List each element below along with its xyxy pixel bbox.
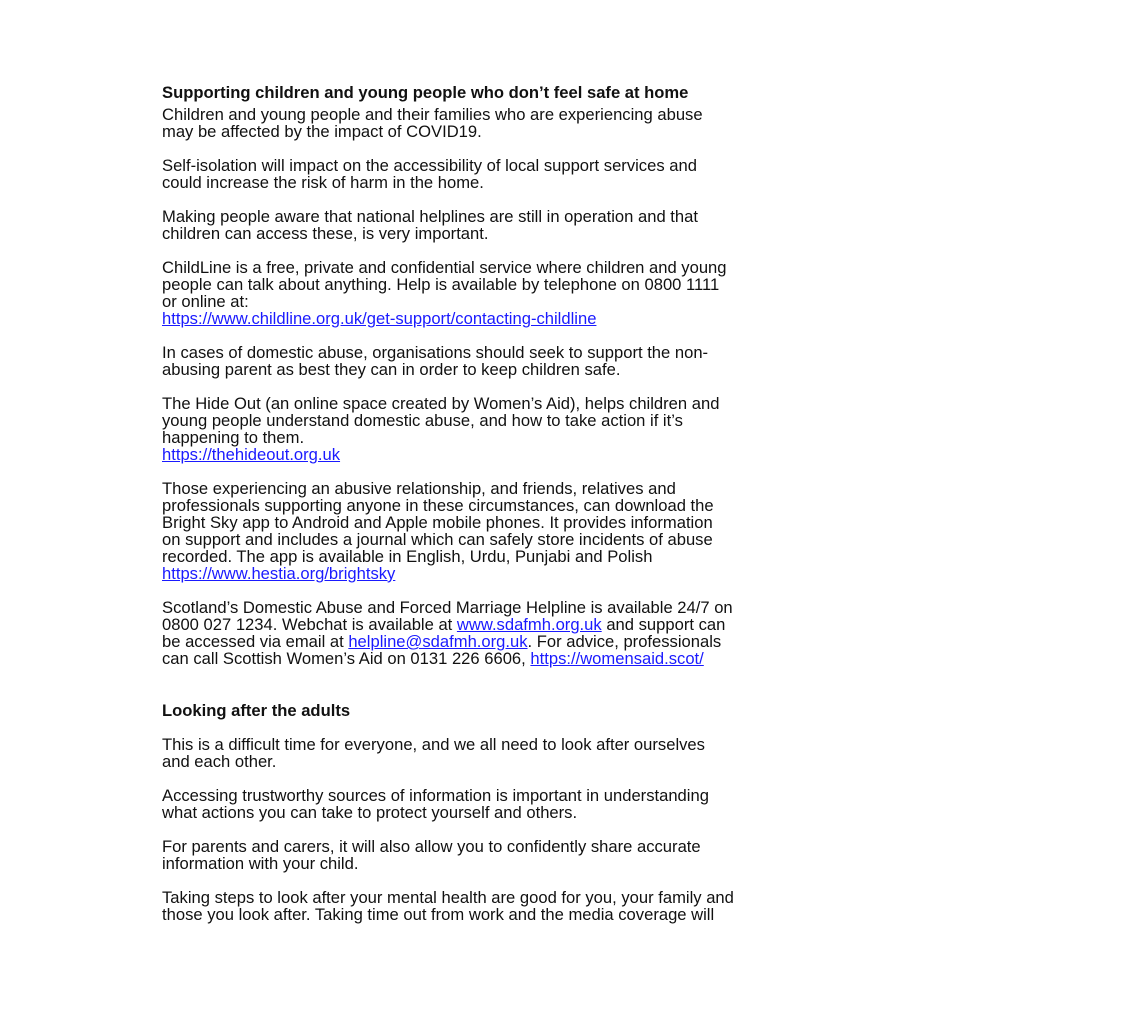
womensaid-link[interactable]: https://womensaid.scot/ bbox=[530, 649, 704, 668]
paragraph-line: people can talk about anything. Help is available by telephone on 0800 1111 bbox=[162, 275, 720, 294]
paragraph-line: Self-isolation will impact on the accessibility of local support services and bbox=[162, 156, 697, 175]
hideout-link[interactable]: https://thehideout.org.uk bbox=[162, 445, 341, 464]
helpline-email-link[interactable]: helpline@sdafmh.org.uk bbox=[348, 632, 528, 651]
paragraph-text: can call Scottish Women’s Aid on 0131 226 6606, bbox=[162, 649, 531, 668]
paragraph-line: Taking steps to look after your mental health are good for you, your family and bbox=[162, 888, 734, 907]
paragraph-text: . For advice, professionals bbox=[527, 632, 722, 651]
childline-link[interactable]: https://www.childline.org.uk/get-support/contacting-childline bbox=[162, 309, 597, 328]
paragraph-line: Accessing trustworthy sources of information is important in understanding bbox=[162, 786, 709, 805]
paragraph-text: and support can bbox=[601, 615, 726, 634]
paragraph-line: Making people aware that national helplines are still in operation and that bbox=[162, 207, 698, 226]
paragraph-line: on support and includes a journal which can safely store incidents of abuse bbox=[162, 530, 713, 549]
paragraph-line: young people understand domestic abuse, and how to take action if it’s bbox=[162, 411, 683, 430]
paragraph-line: information with your child. bbox=[162, 854, 359, 873]
paragraph-line: Scotland’s Domestic Abuse and Forced Marriage Helpline is available 24/7 on bbox=[162, 598, 733, 617]
paragraph-line: Children and young people and their families who are experiencing abuse bbox=[162, 105, 703, 124]
paragraph-line: Those experiencing an abusive relationship, and friends, relatives and bbox=[162, 479, 676, 498]
paragraph-line bbox=[162, 633, 721, 650]
paragraph-line: This is a difficult time for everyone, and we all need to look after ourselves bbox=[162, 735, 705, 754]
paragraph-line: and each other. bbox=[162, 752, 277, 771]
paragraph-line: what actions you can take to protect yourself and others. bbox=[162, 803, 578, 822]
paragraph-line: Bright Sky app to Android and Apple mobile phones. It provides information bbox=[162, 513, 713, 532]
section-heading-supporting-children: Supporting children and young people who don’t feel safe at home bbox=[162, 83, 689, 102]
paragraph-line bbox=[162, 650, 704, 667]
sdafmh-link[interactable]: www.sdafmh.org.uk bbox=[456, 615, 602, 634]
paragraph-line: ChildLine is a free, private and confidential service where children and young bbox=[162, 258, 727, 277]
paragraph-line bbox=[162, 616, 725, 633]
paragraph-line: or online at: bbox=[162, 292, 249, 311]
paragraph-line: may be affected by the impact of COVID19. bbox=[162, 122, 482, 141]
paragraph-line: For parents and carers, it will also allow you to confidently share accurate bbox=[162, 837, 701, 856]
paragraph-line: abusing parent as best they can in order to keep children safe. bbox=[162, 360, 621, 379]
paragraph-line: The Hide Out (an online space created by Women’s Aid), helps children and bbox=[162, 394, 720, 413]
paragraph-line: happening to them. bbox=[162, 428, 305, 447]
paragraph-line: children can access these, is very important. bbox=[162, 224, 489, 243]
paragraph-line: In cases of domestic abuse, organisations should seek to support the non- bbox=[162, 343, 709, 362]
paragraph-line: professionals supporting anyone in these circumstances, can download the bbox=[162, 496, 714, 515]
paragraph-text: be accessed via email at bbox=[162, 632, 349, 651]
paragraph-line: those you look after. Taking time out from work and the media coverage will bbox=[162, 905, 715, 924]
paragraph-line: could increase the risk of harm in the home. bbox=[162, 173, 484, 192]
paragraph-line: recorded. The app is available in English, Urdu, Punjabi and Polish bbox=[162, 547, 653, 566]
section-heading-looking-after-adults: Looking after the adults bbox=[162, 701, 351, 720]
paragraph-text: 0800 027 1234. Webchat is available at bbox=[162, 615, 457, 634]
brightsky-link[interactable]: https://www.hestia.org/brightsky bbox=[162, 564, 396, 583]
